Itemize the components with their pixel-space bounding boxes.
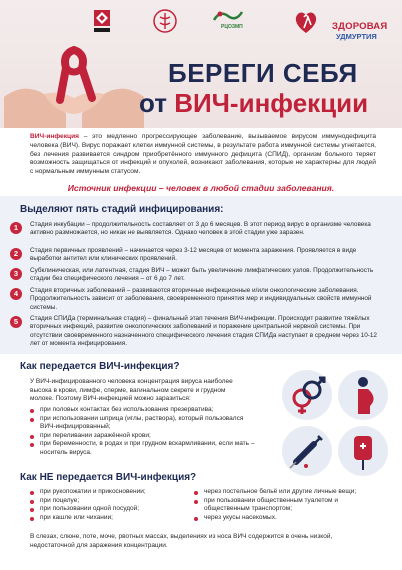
list-item: через укусы насекомых. bbox=[194, 514, 384, 523]
logo-row bbox=[0, 8, 402, 41]
hero-banner bbox=[0, 0, 402, 128]
syringe-icon bbox=[282, 426, 332, 476]
stage-item bbox=[13, 221, 382, 238]
list-item: при пользовании общественным туалетом и общественным транспортом; bbox=[194, 497, 384, 514]
footer-note: В слезах, слюне, поте, моче, рвотных массах, выделениях из носа ВИЧ содержится в очень низкой, недостаточной для заражения концентрации. bbox=[30, 533, 333, 549]
rcozmp-label: РЦОЗМП bbox=[221, 24, 243, 30]
hands-with-ribbon-illustration bbox=[4, 42, 144, 128]
stage-text: Стадия инкубации – продолжительность составляет от 3 до 6 месяцев. В этот период вирус в организме человека активно размножается, но никак не выявляется. Однако человек в этой стадии уже заразен. bbox=[30, 221, 371, 237]
stage-text: Стадия вторичных заболеваний – развиваются вторичные инфекционные и/или онкологические заболевания. Продолжительность зависит от заболевания, своевременного принятия мер и индивидуальных свойств иммунной системы. bbox=[30, 287, 372, 311]
udmurtia-emblem-icon bbox=[92, 8, 112, 34]
stage-number: 2 bbox=[10, 248, 22, 260]
red-ribbon-heart-icon bbox=[292, 8, 320, 36]
title-accent: ВИЧ-инфекции bbox=[174, 88, 369, 118]
stage-text: Стадия СПИДа (терминальная стадия) – финальный этап течения ВИЧ-инфекции. Происходит развитие тяжёлых вторичных инфекций, развитие онкологических заболеваний и поражение центральной нервной системы. При отсутствии своевременного назначенного специфического лечения стадия СПИДа наступает в среднем через 10-12 лет от момента инфицирования. bbox=[30, 315, 377, 348]
blood-bag-icon bbox=[338, 426, 388, 476]
gender-symbols-icon bbox=[282, 370, 332, 420]
transmission-icons bbox=[282, 370, 394, 482]
stage-text: Стадия первичных проявлений – начинается через 3-12 месяцев от момента заражения. Проявляется в виде выработки антител или клинических проявлений. bbox=[30, 247, 357, 263]
not-transmitted-list-left bbox=[30, 488, 200, 522]
stages-panel bbox=[0, 196, 402, 354]
list-item: при использовании шприца (иглы, раствора), который пользовался ВИЧ-инфицированный; bbox=[30, 415, 260, 432]
title-prefix: от bbox=[139, 88, 175, 118]
intro-term: ВИЧ-инфекция bbox=[30, 133, 79, 140]
not-transmitted-list-right bbox=[194, 488, 384, 522]
intro-paragraph bbox=[30, 133, 376, 177]
list-item: при поцелуе; bbox=[30, 497, 200, 506]
list-item: при половых контактах без использования презерватива; bbox=[30, 406, 260, 415]
stage-number: 5 bbox=[10, 316, 22, 328]
transmission-list bbox=[30, 406, 260, 458]
stage-item bbox=[13, 247, 382, 264]
list-item: при кашле или чихании; bbox=[30, 514, 200, 523]
poster-title-line-2 bbox=[139, 90, 368, 116]
brand-line-2: УДМУРТИЯ bbox=[336, 32, 377, 41]
list-item: при рукопожатии и прикосновении; bbox=[30, 488, 200, 497]
brand-line-1: ЗДОРОВАЯ bbox=[332, 21, 388, 32]
stage-number: 3 bbox=[10, 268, 22, 280]
list-item: при пользовании одной посудой; bbox=[30, 505, 200, 514]
not-transmitted-heading: Как НЕ передается ВИЧ-инфекция? bbox=[20, 472, 197, 483]
stage-number: 1 bbox=[10, 222, 22, 234]
list-item: при переливании заражённой крови; bbox=[30, 432, 260, 441]
list-item: через постельное бельё или другие личные вещи; bbox=[194, 488, 384, 497]
stage-item bbox=[13, 315, 382, 349]
medical-caduceus-icon bbox=[150, 8, 180, 34]
transmission-intro: У ВИЧ-инфицированного человека концентрация вируса наиболее высока в крови, лимфе, сперме, вагинальном секрете и грудном молоке. Поэтому ВИЧ-инфекцией можно заразиться: bbox=[30, 378, 233, 403]
list-item: при беременности, в родах и при грудном вскармливании, если мать – носитель вируса. bbox=[30, 440, 260, 457]
infection-source-note: Источник инфекции – человек в любой стадии заболевания. bbox=[67, 183, 335, 193]
pregnant-woman-icon bbox=[338, 370, 388, 420]
stage-text: Субклиническая, или латентная, стадия ВИЧ – может быть увеличение лимфатических узлов. Продолжительность стадии без специфического лечения – от 6 до 7 лет. bbox=[30, 267, 374, 283]
stages-heading: Выделяют пять стадий инфицирования: bbox=[20, 204, 224, 215]
intro-text: – это медленно прогрессирующее заболевание, вызываемое вирусом иммунодефицита человека (ВИЧ). Вирус поражает клетки иммунной системы, в результате работа иммунной системы угнетается, без лечения развивается синдром приобретённого иммунного дефицита (СПИД), организм больного теряет возможность защищаться от инфекций и опухолей, возникают заболевания, которые не характерны для людей с нормальным иммунным статусом. bbox=[30, 133, 376, 176]
transmission-heading: Как передается ВИЧ-инфекция? bbox=[20, 361, 180, 372]
stage-number: 4 bbox=[10, 288, 22, 300]
stage-item bbox=[13, 287, 382, 312]
stage-item bbox=[13, 267, 382, 284]
poster-title-line-1: БЕРЕГИ СЕБЯ bbox=[168, 58, 358, 88]
